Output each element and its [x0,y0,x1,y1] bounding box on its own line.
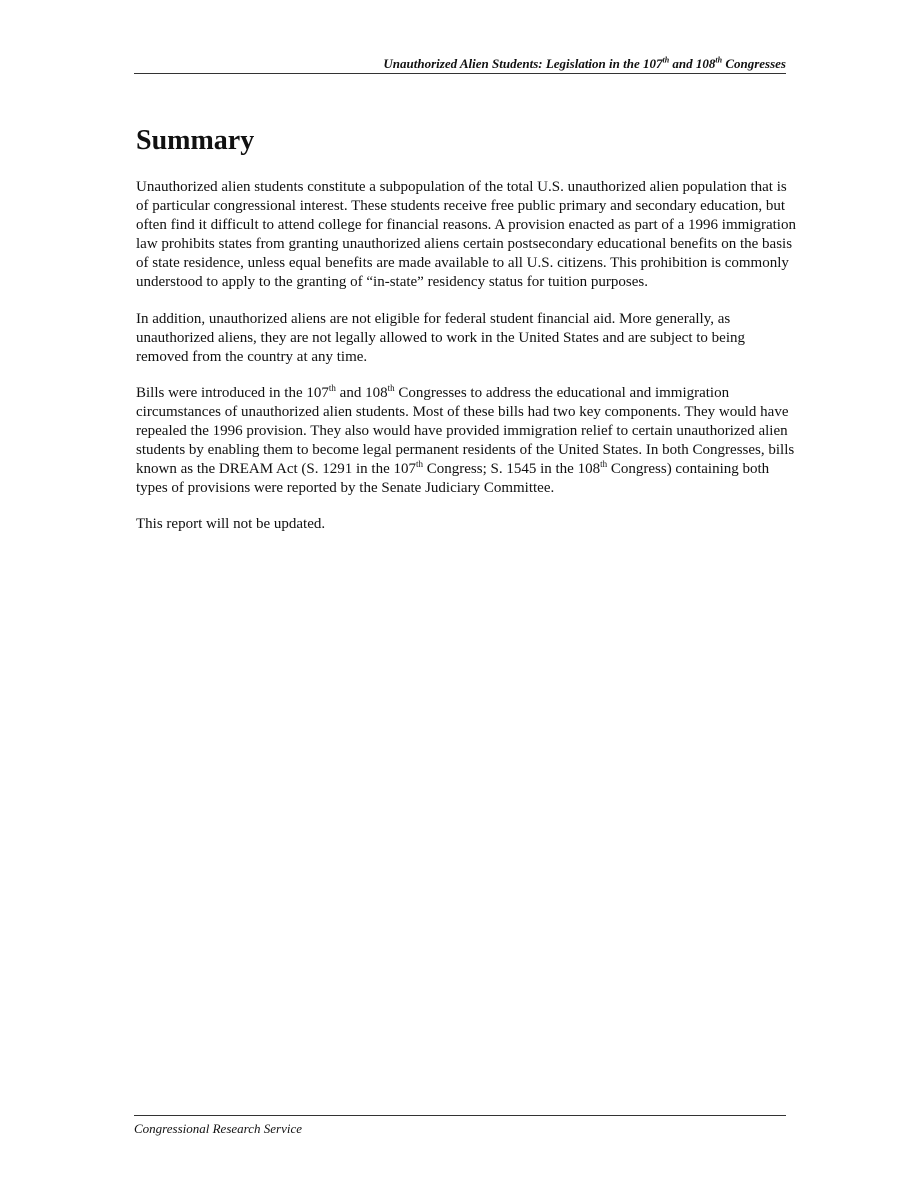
paragraph-3-text: Bills were introduced in the 107 [136,384,329,401]
paragraph-4: This report will not be updated. [136,516,326,533]
header-title-part: Congresses [722,56,786,71]
paragraph-3-text: and 108 [335,384,388,401]
summary-body [136,178,796,552]
paragraph-3-text: Congresses to address the educational and immigration circumstances of unauthorized alien students. Most of these bills had two key components. They would have repealed the 1996 provision. They also would have provided immigration relief to certain unauthorized alien students by enabling them to become legal permanent residents of the United States. In both Congresses, bills known as the DREAM Act (S. 1291 in the 107 [136,384,795,478]
running-footer: Congressional Research Service [134,1115,786,1137]
header-ordinal-sup: th [662,55,670,65]
paragraph-3 [136,384,796,499]
ordinal-sup: th [387,382,395,393]
paragraph-1: Unauthorized alien students constitute a subpopulation of the total U.S. unauthorized alien population that is of particular congressional interest. These students receive free public primary and secondary education, but often find it difficult to attend college for financial reasons. A provision enacted as part of a 1996 immigration law prohibits states from granting unauthorized aliens certain postsecondary educational benefits on the basis of state residence, unless equal benefits are made available to all U.S. citizens. This prohibition is commonly understood to apply to the granting of “in-state” residency status for tuition purposes. [136,179,796,291]
ordinal-sup: th [600,459,608,470]
ordinal-sup: th [328,382,336,393]
ordinal-sup: th [415,459,423,470]
header-ordinal-sup: th [715,55,723,65]
paragraph-3-text: Congress; S. 1545 in the 108 [423,461,601,478]
header-title-part: and 108 [669,56,716,71]
paragraph-2: In addition, unauthorized aliens are not eligible for federal student financial aid. More generally, as unauthorized aliens, they are not legally allowed to work in the United States and are subject to being removed from the country at any time. [136,310,745,365]
header-title-part: Unauthorized Alien Students: Legislation in the 107 [383,56,663,71]
running-header [134,56,786,74]
paragraph-3-text: Congress) containing both types of provisions were reported by the Senate Judiciary Committee. [136,461,770,497]
page-title: Summary [136,125,255,156]
